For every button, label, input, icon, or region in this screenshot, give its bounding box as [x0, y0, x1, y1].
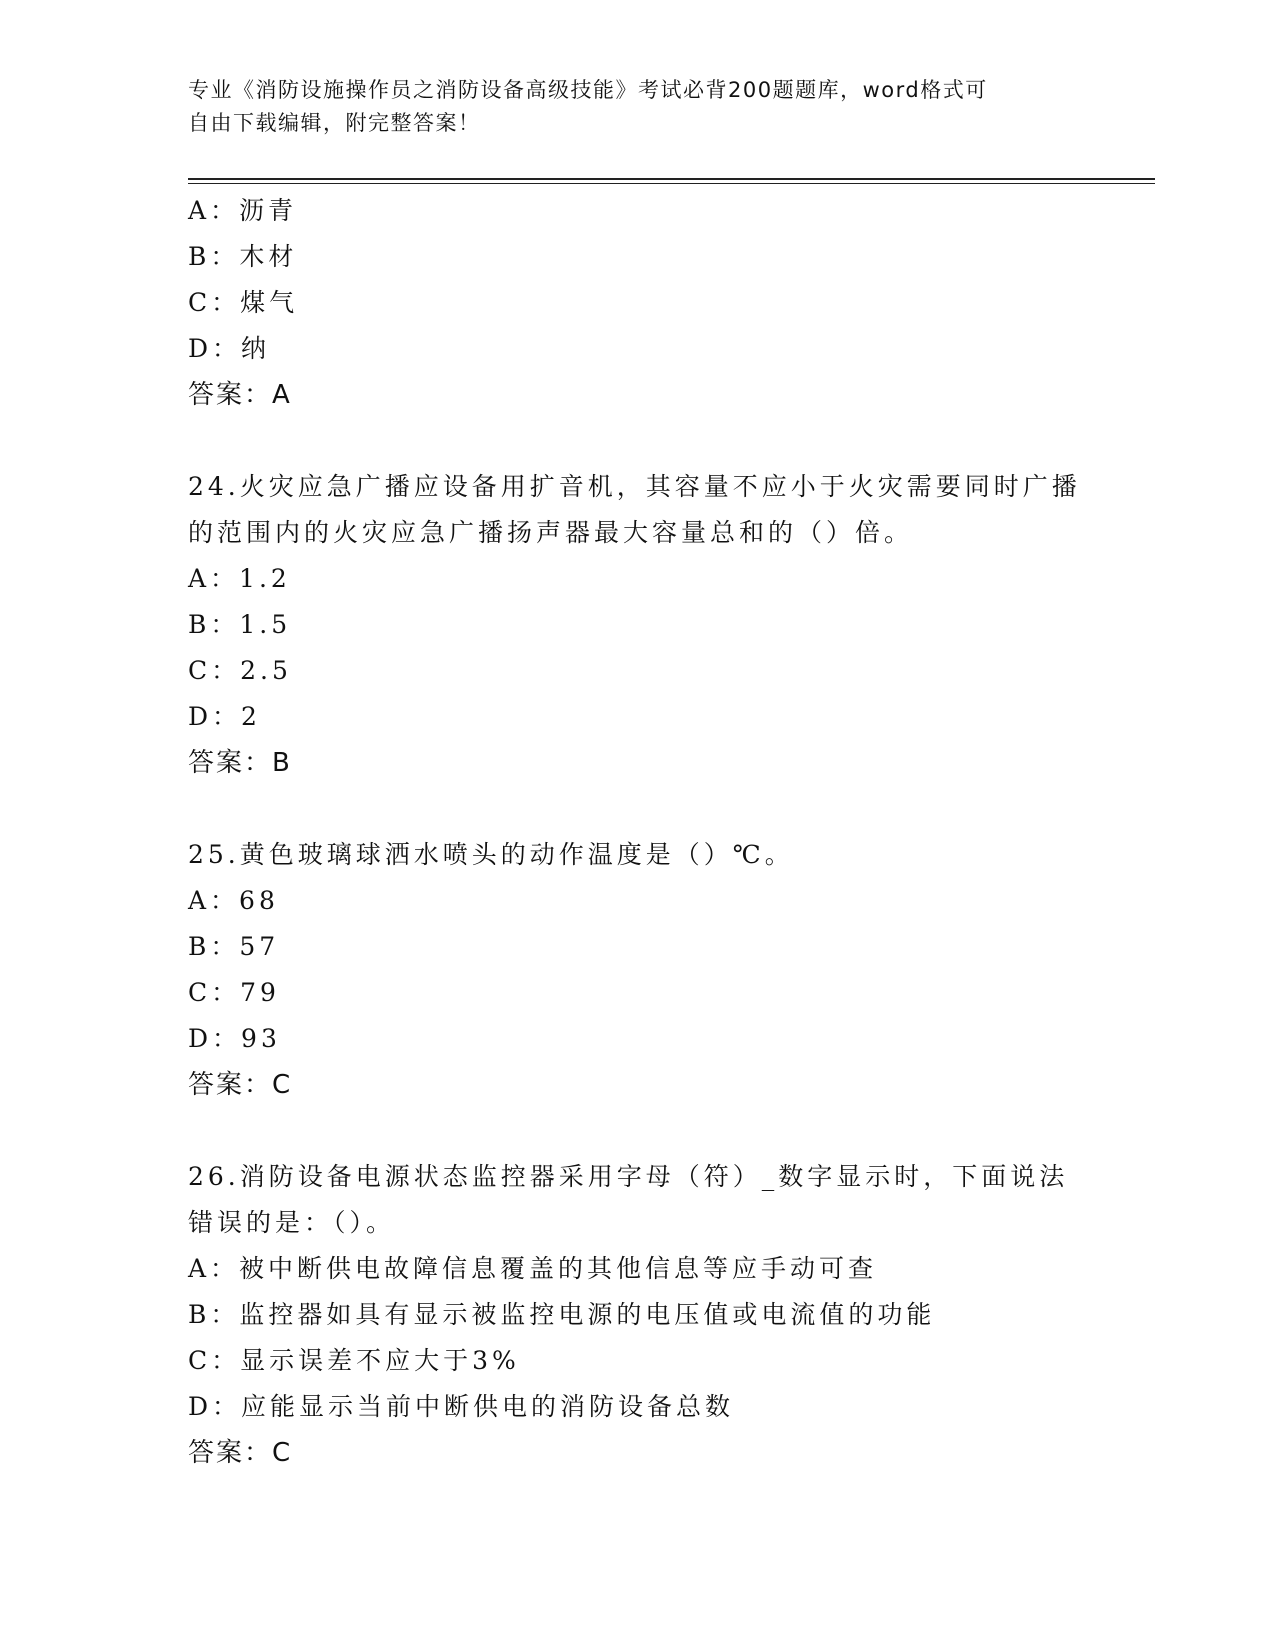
option-c: C：2.5 — [188, 656, 292, 685]
spacer — [188, 1108, 1088, 1154]
question-list — [188, 188, 1088, 1476]
header-line-1: 专业《消防设施操作员之消防设备高级技能》考试必背200题题库，word格式可 — [188, 78, 988, 102]
option-b: B：监控器如具有显示被监控电源的电压值或电流值的功能 — [188, 1300, 936, 1329]
option-c: C：显示误差不应大于3% — [188, 1346, 520, 1375]
option-b: B：57 — [188, 932, 280, 961]
option-d: D：纳 — [188, 334, 271, 363]
document-header — [188, 74, 1068, 140]
spacer — [188, 418, 1088, 464]
option-d: D：2 — [188, 702, 261, 731]
option-a: A：沥青 — [188, 196, 298, 225]
answer-line: 答案：B — [188, 748, 292, 778]
question-block-24 — [188, 464, 1088, 786]
answer-line: 答案：C — [188, 1070, 293, 1100]
spacer — [188, 786, 1088, 832]
question-stem: 26.消防设备电源状态监控器采用字母（符）_数字显示时，下面说法 — [188, 1162, 1069, 1191]
question-stem: 错误的是：（）。 — [188, 1208, 396, 1237]
option-c: C：79 — [188, 978, 280, 1007]
header-divider-thick — [188, 178, 1155, 180]
question-stem: 的范围内的火灾应急广播扬声器最大容量总和的（）倍。 — [188, 518, 914, 547]
question-stem: 25.黄色玻璃球洒水喷头的动作温度是（）℃。 — [188, 840, 794, 869]
option-b: B：1.5 — [188, 610, 292, 639]
option-d: D：应能显示当前中断供电的消防设备总数 — [188, 1392, 735, 1421]
option-a: A：68 — [188, 886, 279, 915]
header-divider-thin — [188, 183, 1155, 184]
question-block-23 — [188, 188, 1088, 418]
answer-line: 答案：A — [188, 380, 292, 410]
option-a: A：1.2 — [188, 564, 291, 593]
header-line-2: 自由下载编辑，附完整答案！ — [188, 111, 481, 135]
question-block-26 — [188, 1154, 1088, 1476]
answer-line: 答案：C — [188, 1438, 293, 1468]
option-b: B：木材 — [188, 242, 298, 271]
question-block-25 — [188, 832, 1088, 1108]
option-a: A：被中断供电故障信息覆盖的其他信息等应手动可查 — [188, 1254, 878, 1283]
option-c: C：煤气 — [188, 288, 299, 317]
option-d: D：93 — [188, 1024, 281, 1053]
question-stem: 24.火灾应急广播应设备用扩音机，其容量不应小于火灾需要同时广播 — [188, 472, 1081, 501]
